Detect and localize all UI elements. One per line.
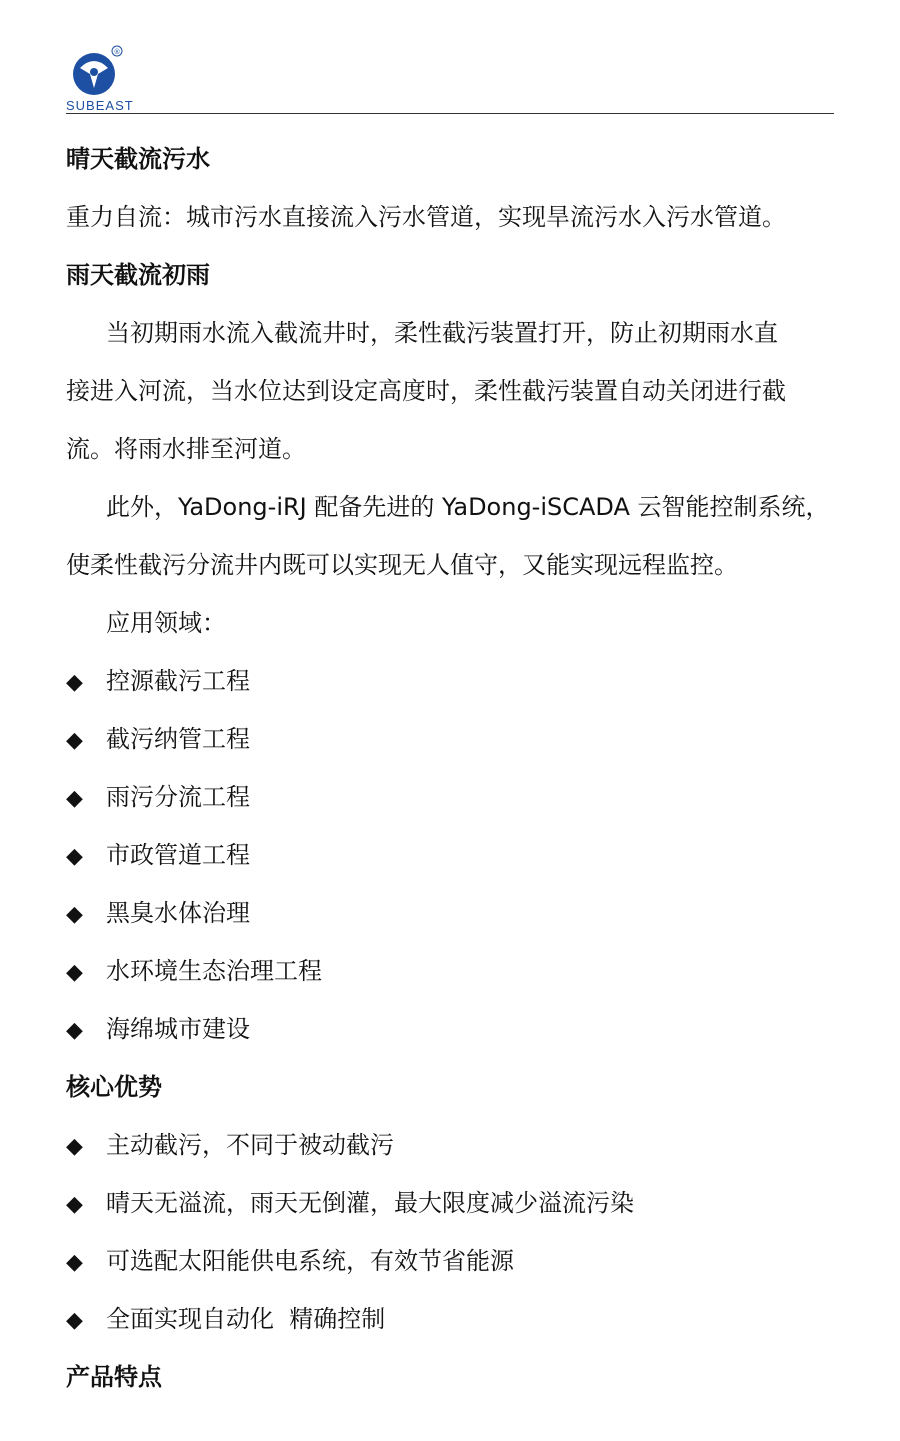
paragraph-line: 使柔性截污分流井内既可以实现无人值守，又能实现远程监控。 [66, 551, 738, 579]
registered-mark: ® [113, 48, 121, 56]
list-item-text: 控源截污工程 [106, 667, 250, 695]
diamond-bullet-icon: ◆ [66, 902, 83, 927]
subeast-logo [64, 44, 144, 114]
paragraph-line: 重力自流：城市污水直接流入污水管道，实现旱流污水入污水管道。 [66, 203, 786, 231]
diamond-bullet-icon: ◆ [66, 1308, 83, 1333]
list-item [66, 710, 836, 768]
logo-brand-text: SUBEAST [66, 98, 134, 113]
list-item-text: 黑臭水体治理 [106, 899, 250, 927]
paragraph-line: 此外，YaDong-iRJ 配备先进的 YaDong-iSCADA 云智能控制系统， [106, 493, 830, 521]
diamond-bullet-icon: ◆ [66, 960, 83, 985]
list-item [66, 652, 836, 710]
list-item [66, 1116, 836, 1174]
section-heading: 产品特点 [66, 1363, 162, 1391]
diamond-bullet-icon: ◆ [66, 670, 83, 695]
list-item [66, 768, 836, 826]
diamond-bullet-icon: ◆ [66, 786, 83, 811]
logo-emblem-icon [64, 44, 124, 96]
list-item-text: 可选配太阳能供电系统，有效节省能源 [106, 1247, 514, 1275]
list-item-text: 海绵城市建设 [106, 1015, 250, 1043]
paragraph-line: 流。将雨水排至河道。 [66, 435, 306, 463]
list-item [66, 1290, 836, 1348]
diamond-bullet-icon: ◆ [66, 1192, 83, 1217]
diamond-bullet-icon: ◆ [66, 1018, 83, 1043]
diamond-bullet-icon: ◆ [66, 728, 83, 753]
page-header [0, 0, 900, 116]
diamond-bullet-icon: ◆ [66, 1250, 83, 1275]
applications-title: 应用领域： [106, 609, 226, 637]
list-item-text: 截污纳管工程 [106, 725, 250, 753]
section-heading: 核心优势 [66, 1073, 162, 1101]
list-item [66, 1174, 836, 1232]
diamond-bullet-icon: ◆ [66, 844, 83, 869]
paragraph-line: 当初期雨水流入截流井时，柔性截污装置打开，防止初期雨水直 [106, 319, 778, 347]
section-heading: 雨天截流初雨 [66, 261, 210, 289]
list-item-text: 主动截污，不同于被动截污 [106, 1131, 394, 1159]
header-divider [66, 113, 834, 114]
list-item [66, 1232, 836, 1290]
diamond-bullet-icon: ◆ [66, 1134, 83, 1159]
list-item [66, 884, 836, 942]
list-item-text: 晴天无溢流，雨天无倒灌，最大限度减少溢流污染 [106, 1189, 634, 1217]
paragraph-line: 接进入河流，当水位达到设定高度时，柔性截污装置自动关闭进行截 [66, 377, 786, 405]
list-item [66, 826, 836, 884]
section-heading: 晴天截流污水 [66, 145, 210, 173]
list-item [66, 1000, 836, 1058]
list-item [66, 942, 836, 1000]
list-item-text: 市政管道工程 [106, 841, 250, 869]
list-item-text: 雨污分流工程 [106, 783, 250, 811]
document-body [66, 130, 836, 1406]
list-item-text: 全面实现自动化 精确控制 [106, 1305, 386, 1333]
list-item-text: 水环境生态治理工程 [106, 957, 322, 985]
